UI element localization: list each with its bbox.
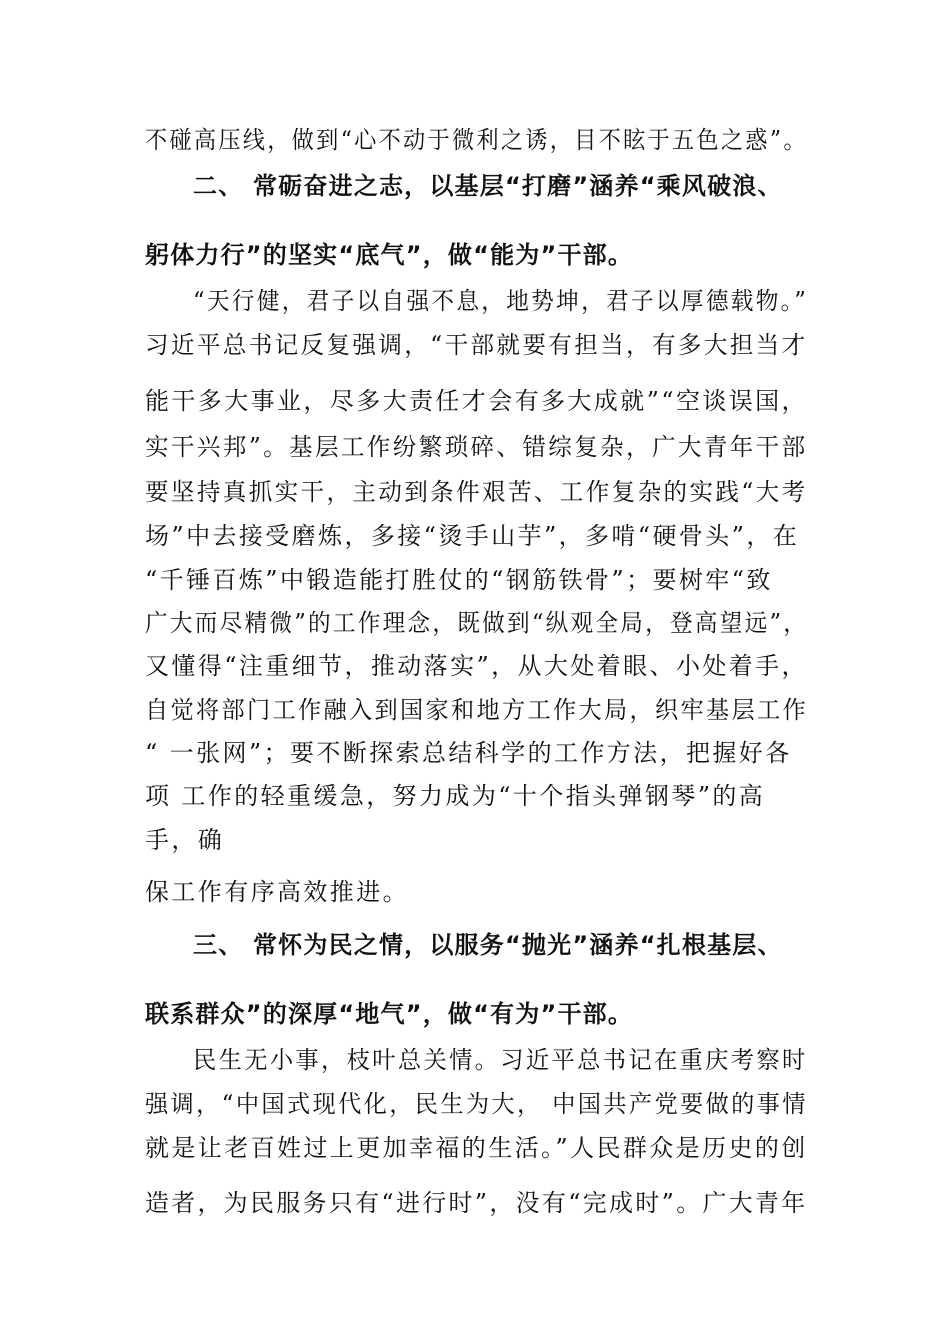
text-line: 习近平总书记反复强调，“干部就要有担当，有多大担当才: [145, 331, 808, 359]
text-line: 不碰高压线，做到“心不动于微利之诱，目不眩于五色之惑”。: [145, 126, 808, 154]
text-line: 保工作有序高效推进。: [145, 878, 409, 906]
text-line: 实干兴邦”。基层工作纷繁琐碎、错综复杂，广大青年干部: [145, 433, 808, 461]
text-line: 能干多大事业，尽多大责任才会有多大成就”“空谈误国，: [145, 387, 808, 415]
text-line: “天行健，君子以自强不息，地势坤，君子以厚德载物。”: [193, 287, 809, 315]
section-heading: 躬体力行”的坚实“底气”，做“能为”干部。: [145, 241, 634, 269]
text-line: 项 工作的轻重缓急，努力成为“十个指头弹钢琴”的高: [145, 782, 766, 810]
text-line: 又懂得“注重细节，推动落实”，从大处着眼、小处着手，: [145, 652, 808, 680]
section-heading: 联系群众”的深厚“地气”，做“有为”干部。: [145, 1000, 634, 1028]
section-heading: 三、 常怀为民之情，以服务“抛光”涵养“扎根基层、: [193, 931, 783, 959]
text-line: 要坚持真抓实干，主动到条件艰苦、工作复杂的实践“大考: [145, 478, 808, 506]
text-line: “ 一张网”；要不断探索总结科学的工作方法，把握好各: [145, 739, 792, 767]
text-line: 强调，“中国式现代化，民生为大， 中国共产党要做的事情: [145, 1090, 808, 1118]
text-line: 手，确: [145, 826, 225, 854]
text-line: 就是让老百姓过上更加幸福的生活。”人民群众是历史的创: [145, 1134, 808, 1162]
text-line: 民生无小事，枝叶总关情。习近平总书记在重庆考察时: [193, 1046, 808, 1074]
text-line: 造者，为民服务只有“进行时”，没有“完成时”。广大青年: [145, 1189, 808, 1217]
text-line: 自觉将部门工作融入到国家和地方工作大局，织牢基层工作: [145, 696, 809, 724]
text-line: 场”中去接受磨炼，多接“烫手山芋”，多啃“硬骨头”，在: [145, 522, 800, 550]
section-heading: 二、 常砺奋进之志，以基层“打磨”涵养“乘风破浪、: [193, 172, 783, 200]
text-line: “千锤百炼”中锻造能打胜仗的“钢筋铁骨”；要树牢“致: [145, 566, 773, 594]
text-line: 广大而尽精微”的工作理念，既做到“纵观全局，登高望远”，: [145, 609, 809, 637]
